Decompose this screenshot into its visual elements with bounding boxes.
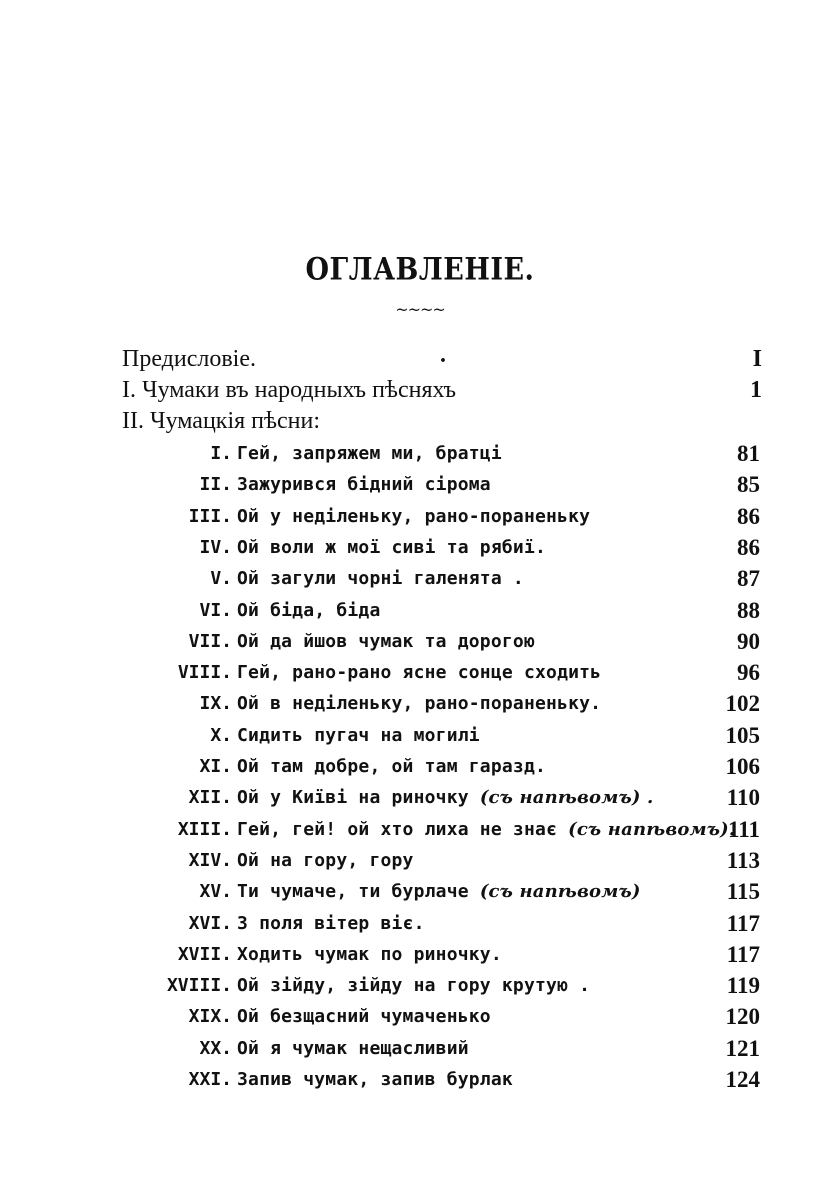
entry-label: II. Чумацкія пѣсни: [122, 408, 321, 434]
song-title [237, 563, 524, 594]
song-note: (съ напѣвомъ) . [479, 787, 654, 809]
page-number: 102 [725, 691, 760, 717]
song-title-text: Ой на гору, гору [237, 849, 414, 871]
song-title [237, 1064, 513, 1095]
song-number: XX. [199, 1037, 232, 1059]
song-title-text: Ой безщасний чумаченько [237, 1006, 491, 1028]
song-title-text: Зажурився бідний сірома [237, 474, 491, 496]
page-number: 86 [737, 503, 760, 529]
song-number: X. [210, 724, 232, 746]
toc-entry-song [0, 814, 840, 845]
song-title-text: Ой там добре, ой там гаразд. [237, 756, 547, 777]
toc-entry-song [0, 876, 840, 907]
page-number: 88 [737, 597, 760, 623]
entry-label: Предисловіе. [122, 346, 257, 372]
page-number: 1 [750, 377, 762, 403]
song-number: V. [210, 568, 232, 590]
song-title-text: Гей, запряжем ми, братці [237, 443, 502, 464]
song-title [237, 1033, 469, 1064]
toc-entry-song [0, 1064, 840, 1095]
song-title [237, 782, 654, 813]
toc-entry-song [0, 1033, 840, 1064]
song-title-text: Ти чумаче, ти бурлаче [237, 881, 469, 903]
page-number: 81 [737, 441, 760, 466]
toc-entry-song [0, 438, 840, 469]
toc-entry-part-1 [122, 375, 762, 406]
toc-entry-preface [122, 344, 762, 375]
song-number: XVI. [188, 912, 232, 934]
song-title-text: З поля вітер віє. [237, 912, 425, 934]
toc-entry-song [0, 782, 840, 813]
song-number: XI. [199, 756, 232, 777]
song-number: IV. [199, 536, 232, 558]
song-title-text: Ой у неділеньку, рано-пораненьку [237, 505, 591, 527]
song-number: XV. [199, 881, 232, 903]
page-number: 120 [725, 1004, 760, 1030]
toc-entry-song [0, 688, 840, 719]
toc-entry-song [0, 970, 840, 1001]
song-title-text: Ой у Київі на риночку [237, 787, 469, 809]
song-title [237, 814, 735, 845]
song-title-text: Гей, гей! ой хто лиха не знає [237, 818, 558, 840]
song-title [237, 751, 546, 782]
song-number: XXI. [188, 1069, 232, 1090]
song-title [237, 720, 480, 751]
song-title [237, 1001, 491, 1032]
song-title [237, 908, 425, 939]
toc-entry-song [0, 501, 840, 532]
song-title-text: Запив чумак, запив бурлак [237, 1069, 513, 1090]
song-note: (съ напѣвомъ). [568, 818, 736, 840]
toc-entry-song [0, 626, 840, 657]
song-title-text: Ой я чумак нещасливий [237, 1037, 469, 1059]
song-title [237, 939, 502, 970]
song-number: XVIII. [166, 975, 232, 997]
song-number: VIII. [177, 662, 232, 684]
song-number: VII. [188, 630, 232, 652]
song-title [237, 595, 380, 626]
page-number: 119 [726, 973, 760, 999]
song-number: XIX. [188, 1006, 232, 1028]
song-title [237, 876, 641, 907]
song-title-text: Ходить чумак по риночку. [237, 943, 502, 965]
song-title [237, 626, 535, 657]
toc-entry-song [0, 469, 840, 500]
song-number: III. [188, 505, 232, 527]
song-number: VI. [199, 599, 232, 621]
page-number: 85 [737, 472, 760, 498]
song-title [237, 438, 502, 469]
page-title: ОГЛАВЛЕНІЕ. [305, 251, 535, 288]
song-title-text: Ой загули чорні галенята . [237, 568, 524, 590]
song-number: XII. [188, 787, 232, 809]
song-title-text: Ой зійду, зійду на гору крутую . [237, 975, 591, 997]
page-number: 113 [726, 847, 760, 873]
song-number: XVII. [177, 943, 232, 965]
page-number: 111 [728, 816, 760, 842]
song-title-text: Ой воли ж мої сиві та рябиї. [237, 536, 547, 558]
toc-entry-song [0, 657, 840, 688]
toc-entry-song [0, 532, 840, 563]
song-title [237, 657, 601, 688]
page-number: 117 [726, 910, 760, 936]
toc-entry-song [0, 939, 840, 970]
page-number: I [752, 346, 762, 372]
page-number: 106 [725, 754, 760, 779]
song-title-text: Ой в неділеньку, рано-пораненьку. [237, 693, 602, 715]
page-number: 117 [726, 941, 760, 967]
song-number: XIV. [188, 849, 232, 871]
song-title [237, 501, 590, 532]
song-number: IX. [199, 693, 232, 715]
toc-entry-part-2 [122, 406, 762, 437]
song-title [237, 532, 546, 563]
page-number: 87 [737, 566, 760, 592]
page-number: 96 [737, 660, 760, 686]
entry-label: I. Чумаки въ народныхъ пѣсняхъ [122, 377, 456, 403]
dot: . [440, 342, 446, 368]
song-title-text: Ой да йшов чумак та дорогою [237, 630, 535, 652]
song-title [237, 845, 414, 876]
song-title [237, 688, 601, 719]
toc-entry-song [0, 563, 840, 594]
toc-entry-song [0, 720, 840, 751]
toc-entry-song [0, 751, 840, 782]
toc-entry-song [0, 908, 840, 939]
toc-entry-song [0, 845, 840, 876]
title-ornament: ~~~~ [395, 300, 445, 319]
song-title [237, 970, 590, 1001]
song-title-text: Гей, рано-рано ясне сонце сходить [237, 662, 602, 684]
song-number: XIII. [177, 818, 232, 840]
song-number: I. [210, 443, 232, 464]
page-number: 105 [725, 722, 760, 748]
song-number: II. [199, 474, 232, 496]
page-number: 121 [725, 1035, 760, 1061]
song-title [237, 469, 491, 500]
page-number: 90 [737, 628, 760, 654]
page-number: 86 [737, 534, 760, 560]
song-title-text: Сидить пугач на могилі [237, 724, 480, 746]
song-title-text: Ой біда, біда [237, 599, 381, 621]
song-note: (съ напѣвомъ) [479, 881, 641, 903]
page-number: 110 [726, 785, 760, 811]
toc-entry-song [0, 1001, 840, 1032]
page-number: 124 [725, 1067, 760, 1092]
page-number: 115 [726, 879, 760, 905]
toc-entry-song [0, 595, 840, 626]
